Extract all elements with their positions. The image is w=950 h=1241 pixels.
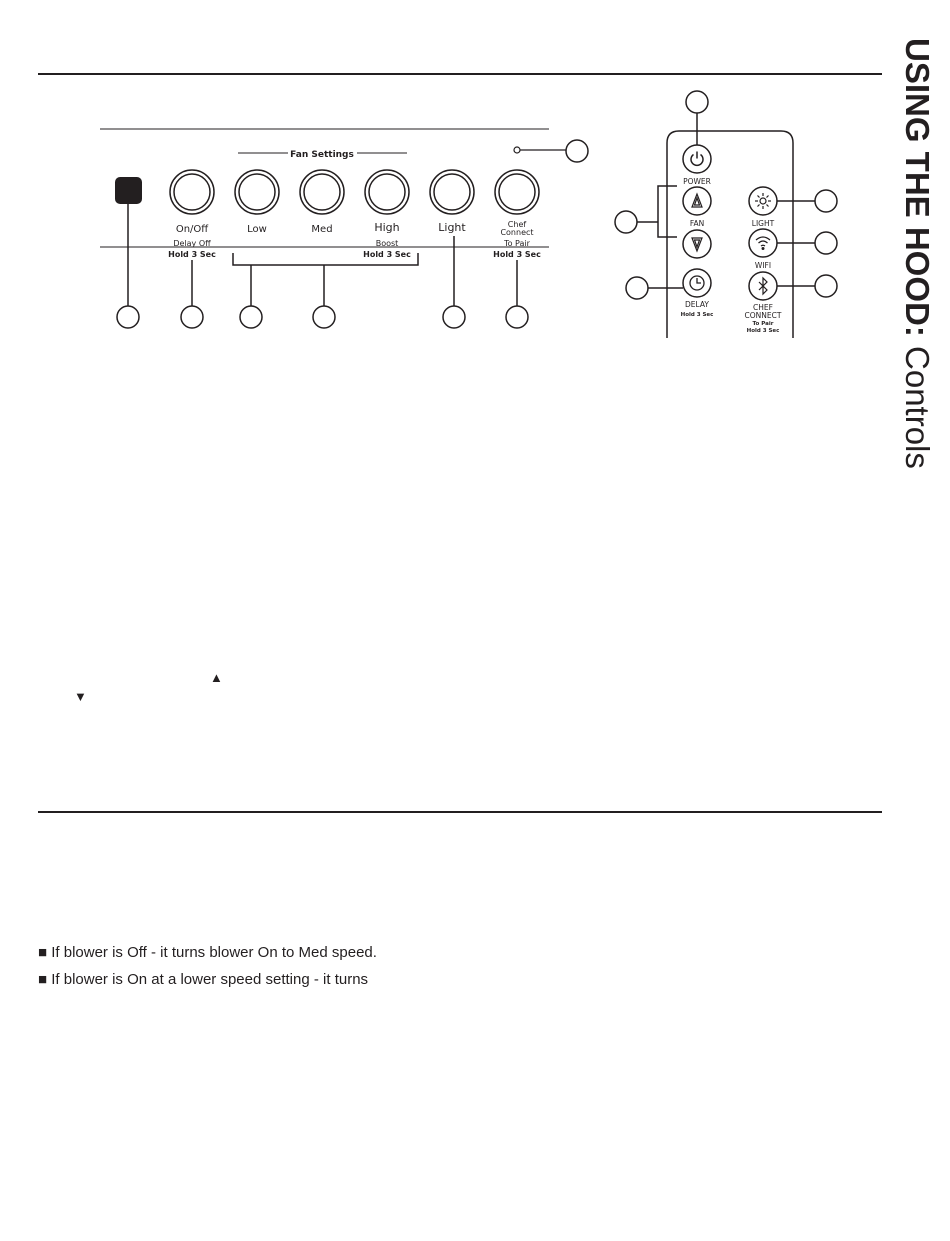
high-sub2: Hold 3 Sec [363,250,411,259]
remote-chef-sub1: To Pair [752,321,774,327]
callout-remote-power [686,91,708,113]
remote-chef-sub2: Hold 3 Sec [746,328,780,334]
on-off-button[interactable] [170,170,214,214]
med-label: Med [311,224,333,235]
callout-indicator [566,140,588,162]
up-arrow-glyph: ▲ [210,670,223,685]
fan-settings-label: Fan Settings [290,150,354,160]
callout-remote-fan [615,211,637,233]
remote-callouts [615,91,837,299]
remote-power-label: POWER [683,177,711,186]
panel-callouts [117,306,528,328]
callout-3 [240,306,262,328]
down-arrow-glyph: ▼ [74,689,87,704]
remote-wifi-button[interactable] [749,229,777,257]
bullet-blower-on-lower: ■ If blower is On at a lower speed setting - it turns [38,971,369,988]
chef-sub1: To Pair [504,239,530,248]
low-button[interactable] [235,170,279,214]
bullet-blower-off: ■ If blower is Off - it turns blower On to Med speed. [38,944,377,961]
remote-delay-sub: Hold 3 Sec [680,312,714,318]
section-title-vertical [897,38,937,468]
callout-2 [181,306,203,328]
callout-5 [443,306,465,328]
chef-label: Chef [507,220,527,229]
remote-chef-connect-button[interactable] [749,272,777,300]
remote-light-button[interactable] [749,187,777,215]
panel-buttons [170,170,539,214]
chef-sub2: Hold 3 Sec [493,250,541,259]
remote-chef-label2: CONNECT [744,311,782,320]
on-off-sub2: Hold 3 Sec [168,250,216,259]
callout-remote-light [815,190,837,212]
chef-label2: Connect [500,228,534,237]
light-button[interactable] [430,170,474,214]
section-rule [38,811,882,813]
med-button[interactable] [300,170,344,214]
remote-fan-up-button[interactable] [683,187,711,215]
remote-fan-down-button[interactable] [683,230,711,258]
indicator-light [514,147,520,153]
callout-6 [506,306,528,328]
section-title-light: Controls [899,336,936,469]
remote-wifi-label: WIFI [754,261,772,270]
controls-diagram [0,0,890,345]
callout-remote-delay [626,277,648,299]
high-label: High [374,221,400,234]
section-title-bold: USING THE HOOD: [899,38,936,337]
remote-power-button[interactable] [683,145,711,173]
on-off-sub1: Delay Off [173,239,211,248]
light-label: Light [438,221,466,234]
remote-delay-label: DELAY [685,300,709,309]
callout-1 [117,306,139,328]
callout-4 [313,306,335,328]
callout-remote-chef [815,275,837,297]
remote-fan-label: FAN [689,219,705,228]
high-sub1: Boost [375,239,399,248]
callout-remote-wifi [815,232,837,254]
remote-chef-label1: CHEF [753,303,773,312]
chef-connect-button[interactable] [495,170,539,214]
remote-light-label: LIGHT [751,219,775,228]
remote-delay-button[interactable] [683,269,711,297]
remote-callout-lines [637,113,815,288]
high-button[interactable] [365,170,409,214]
on-off-label: On/Off [175,224,209,235]
low-label: Low [247,224,267,235]
touch-key-square [115,177,142,204]
